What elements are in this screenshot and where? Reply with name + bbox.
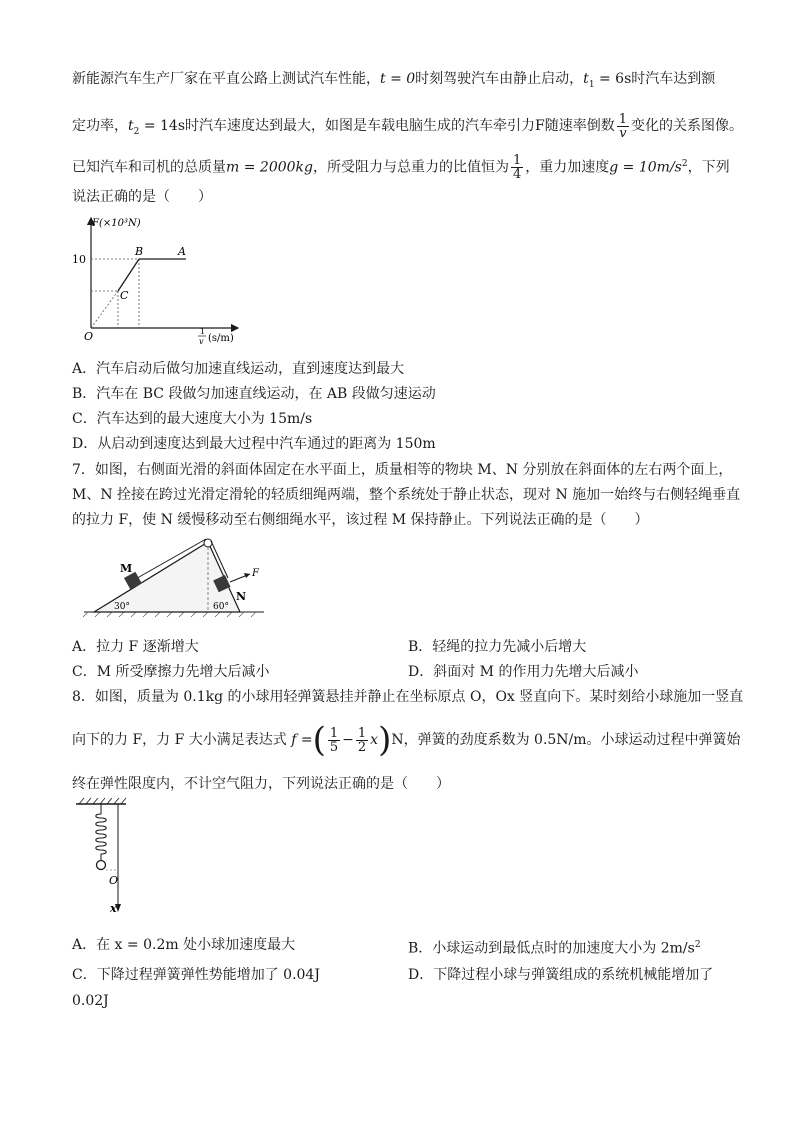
origin-label: O <box>84 330 94 343</box>
q6-t2-val: = 14s <box>139 118 186 134</box>
q8-option-a[interactable]: A．在 x = 0.2m 处小球加速度最大 <box>72 937 296 953</box>
q6-option-b[interactable]: B．汽车在 BC 段做匀加速直线运动，在 AB 段做匀速运动 <box>72 386 436 402</box>
angle-60: 60° <box>213 602 229 612</box>
pulley <box>204 539 212 547</box>
q6-stem-line-2 <box>72 108 743 144</box>
q8-option-d-cont: 0.02J <box>72 993 109 1009</box>
label-m: M <box>120 562 133 575</box>
q6-line2-b: 时汽车速度达到最大，如图是车载电脑生成的汽车牵引力F随速率倒数 <box>185 118 615 134</box>
q7-stem-line-1: 7．如图，右侧面光滑的斜面体固定在水平面上，质量相等的物块 M、N 分别放在斜面体的左右两个面上， <box>72 462 733 478</box>
q8-option-b[interactable]: B．小球运动到最低点时的加速度大小为 2m/s <box>408 940 695 957</box>
q8-line2-b: ，弹簧的劲度系数为 0.5N/m。小球运动过程中弹簧始 <box>403 732 741 748</box>
x-label-unit: (s/m) <box>208 333 234 344</box>
q6-gravity-sup: 2 <box>681 159 688 169</box>
x-label-den: v <box>199 337 204 346</box>
q7-incline-figure <box>80 534 280 618</box>
q8-frac-1: $\frac{1}{5}$ <box>329 725 339 755</box>
segment-cb <box>118 259 139 291</box>
label-f: F <box>252 568 259 579</box>
q6-line3-a: 已知汽车和司机的总质量 <box>72 159 226 176</box>
q8-option-c[interactable]: C．下降过程弹簧弹性势能增加了 0.04J <box>72 967 320 983</box>
q6-t1-sub: 1 <box>588 79 595 90</box>
y-axis-label: F(×10³N) <box>92 218 141 229</box>
q7-stem-line-3: 的拉力 F，使 N 缓慢移动至右侧细绳水平，该过程 M 保持静止。下列说法正确的是（ ） <box>72 512 649 528</box>
q6-line3-d: ，下列 <box>687 159 730 176</box>
q6-option-c[interactable]: C．汽车达到的最大速度大小为 15m/s <box>72 411 313 427</box>
q6-intro-3: 时汽车达到额 <box>631 71 716 87</box>
q6-option-d[interactable]: D．从启动到速度达到最大过程中汽车通过的距离为 150m <box>72 436 436 452</box>
q6-t2: t <box>128 118 134 134</box>
q6-intro-1: 新能源汽车生产厂家在平直公路上测试汽车性能， <box>72 71 380 87</box>
q6-force-graph <box>72 212 248 348</box>
q6-t2-sub: 2 <box>133 126 140 137</box>
q6-mass: m = 2000kg <box>226 159 313 176</box>
q6-line2-a: 定功率， <box>72 118 128 134</box>
q6-line3-c: ，重力加速度 <box>525 159 610 176</box>
ball <box>97 861 106 870</box>
label-n: N <box>236 590 247 603</box>
q6-t1-val: = 6s <box>594 71 632 87</box>
x-label-num: 1 <box>200 327 206 336</box>
q6-stem-line-1 <box>72 70 715 94</box>
q8-option-d[interactable]: D．下降过程小球与弹簧组成的系统机械能增加了 <box>408 967 714 983</box>
q6-line2-c: 变化的关系图像。 <box>631 118 744 134</box>
q6-ratio-fraction: $\frac{1}{4}$ <box>512 153 522 183</box>
q7-option-c[interactable]: C．M 所受摩擦力先增大后减小 <box>72 664 270 680</box>
q8-frac-2: $\frac{1}{2}$ <box>357 725 367 755</box>
q6-stem-line-3 <box>72 146 730 182</box>
q6-line3-b: ，所受阻力与总重力的比值恒为 <box>312 159 509 176</box>
q7-option-d[interactable]: D．斜面对 M 的作用力先增大后减小 <box>408 664 639 680</box>
spring <box>96 804 107 860</box>
point-c-label: C <box>120 289 129 302</box>
q7-stem-line-2: M、N 拴接在跨过光滑定滑轮的轻质细绳两端，整个系统处于静止状态，现对 N 施加一始终与右侧轻绳垂直 <box>72 487 741 503</box>
label-o: O <box>109 874 119 887</box>
q7-option-a[interactable]: A．拉力 F 逐渐增大 <box>72 639 199 655</box>
q6-t0: t = 0 <box>380 71 416 87</box>
q8-minus: − <box>342 732 354 748</box>
q8-line2-a: 向下的力 F，力 F 大小满足表达式 <box>72 732 287 748</box>
q6-t1: t <box>583 71 589 87</box>
q6-intro-2: 时刻驾驶汽车由静止启动， <box>415 71 584 87</box>
q8-option-b-sup: 2 <box>694 940 701 950</box>
label-x: x <box>110 902 117 915</box>
q6-gravity: g = 10m/s <box>609 159 682 176</box>
q8-f-expr: f = <box>291 732 313 748</box>
q8-option-b-wrap[interactable] <box>408 936 701 958</box>
q8-stem-line-2: 向下的力 F，力 F 大小满足表达式 f =( $\frac{1}{5}$ − $\frac{1}{2}$ x)N，弹簧的劲度系数为 0.5N/m。小球运动过程中弹簧始 <box>72 720 741 760</box>
q8-x-var: x <box>370 732 379 748</box>
q8-unit: N <box>391 732 404 748</box>
point-a-label: A <box>178 245 186 258</box>
q6-inverse-v-fraction: $\frac{1}{v}$ <box>618 111 628 141</box>
q8-spring-figure <box>74 796 134 918</box>
angle-30: 30° <box>114 602 130 612</box>
q6-stem-line-4: 说法正确的是（ ） <box>72 189 212 205</box>
q6-option-a[interactable]: A．汽车启动后做匀加速直线运动，直到速度达到最大 <box>72 361 405 377</box>
q8-stem-line-3: 终在弹性限度内，不计空气阻力，下列说法正确的是（ ） <box>72 776 450 792</box>
y-tick-10: 10 <box>72 253 86 266</box>
q8-stem-line-1: 8．如图，质量为 0.1kg 的小球用轻弹簧悬挂并静止在坐标原点 O，Ox 竖直向下。某时刻给小球施加一竖直 <box>72 689 744 705</box>
point-b-label: B <box>135 245 144 258</box>
q7-option-b[interactable]: B．轻绳的拉力先减小后增大 <box>408 639 587 655</box>
